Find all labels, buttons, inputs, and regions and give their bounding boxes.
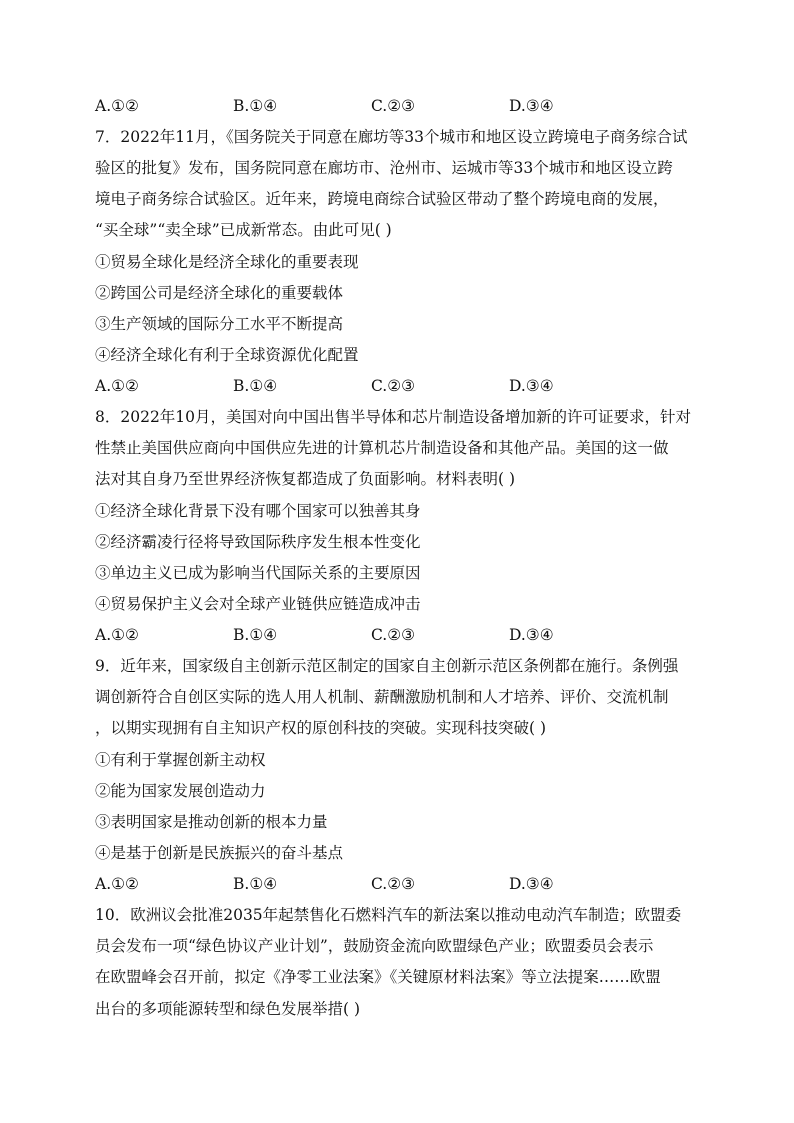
- q8-stem-line-3: 法对其自身乃至世界经济恢复都造成了负面影响。材料表明( ): [95, 470, 516, 488]
- q7-stem-line-1: 7．2022年11月，《国务院关于同意在廊坊等33个城市和地区设立跨境电子商务综合试: [95, 128, 688, 146]
- q9-options: [95, 874, 655, 894]
- q8-item-4: ④贸易保护主义会对全球产业链供应链造成冲击: [95, 595, 421, 613]
- option-d: D.③④: [509, 97, 554, 115]
- q10-stem-line-1: 10．欧洲议会批准2035年起禁售化石燃料汽车的新法案以推动电动汽车制造；欧盟委: [95, 906, 682, 924]
- option-d: D.③④: [509, 875, 554, 893]
- q10-stem-line-3: 在欧盟峰会召开前，拟定《净零工业法案》《关键原材料法案》等立法提案……欧盟: [95, 968, 661, 986]
- q9-item-3: ③表明国家是推动创新的根本力量: [95, 813, 328, 831]
- q8-item-1: ①经济全球化背景下没有哪个国家可以独善其身: [95, 502, 421, 520]
- option-a: A.①②: [95, 377, 139, 395]
- option-c: C.②③: [371, 626, 416, 644]
- q7-stem-line-4: “买全球”“卖全球”已成新常态。由此可见( ): [95, 221, 392, 239]
- q9-stem-line-2: 调创新符合自创区实际的选人用人机制、薪酬激励机制和人才培养、评价、交流机制: [95, 688, 669, 706]
- options-prev: [95, 96, 655, 116]
- q8-item-2: ②经济霸凌行径将导致国际秩序发生根本性变化: [95, 533, 421, 551]
- q7-stem-line-3: 境电子商务综合试验区。近年来，跨境电商综合试验区带动了整个跨境电商的发展，: [95, 190, 669, 208]
- q10-stem-line-2: 员会发布一项“绿色协议产业计划”，鼓励资金流向欧盟绿色产业；欧盟委员会表示: [95, 937, 654, 955]
- q7-item-2: ②跨国公司是经济全球化的重要载体: [95, 284, 344, 302]
- option-d: D.③④: [509, 377, 554, 395]
- q9-stem-line-3: ，以期实现拥有自主知识产权的原创科技的突破。实现科技突破( ): [95, 719, 547, 737]
- q9-item-2: ②能为国家发展创造动力: [95, 782, 266, 800]
- q8-item-3: ③单边主义已成为影响当代国际关系的主要原因: [95, 564, 421, 582]
- option-a: A.①②: [95, 97, 139, 115]
- q9-stem-line-1: 9．近年来，国家级自主创新示范区制定的国家自主创新示范区条例都在施行。条例强: [95, 657, 679, 675]
- option-a: A.①②: [95, 626, 139, 644]
- q7-item-4: ④经济全球化有利于全球资源优化配置: [95, 346, 359, 364]
- option-d: D.③④: [509, 626, 554, 644]
- q9-item-4: ④是基于创新是民族振兴的奋斗基点: [95, 844, 344, 862]
- q8-options: [95, 625, 655, 645]
- q7-options: [95, 376, 655, 396]
- q7-stem-line-2: 验区的批复》发布，国务院同意在廊坊市、沧州市、运城市等33个城市和地区设立跨: [95, 159, 673, 177]
- option-c: C.②③: [371, 875, 416, 893]
- option-b: B.①④: [233, 97, 278, 115]
- option-c: C.②③: [371, 377, 416, 395]
- option-b: B.①④: [233, 875, 278, 893]
- option-a: A.①②: [95, 875, 139, 893]
- option-c: C.②③: [371, 97, 416, 115]
- q9-item-1: ①有利于掌握创新主动权: [95, 751, 266, 769]
- q10-stem-line-4: 出台的多项能源转型和绿色发展举措( ): [95, 1000, 361, 1018]
- option-b: B.①④: [233, 377, 278, 395]
- q7-item-1: ①贸易全球化是经济全球化的重要表现: [95, 253, 359, 271]
- option-b: B.①④: [233, 626, 278, 644]
- q7-item-3: ③生产领域的国际分工水平不断提高: [95, 315, 344, 333]
- q8-stem-line-1: 8．2022年10月，美国对向中国出售半导体和芯片制造设备增加新的许可证要求，针对: [95, 408, 692, 426]
- q8-stem-line-2: 性禁止美国供应商向中国供应先进的计算机芯片制造设备和其他产品。美国的这一做: [95, 439, 669, 457]
